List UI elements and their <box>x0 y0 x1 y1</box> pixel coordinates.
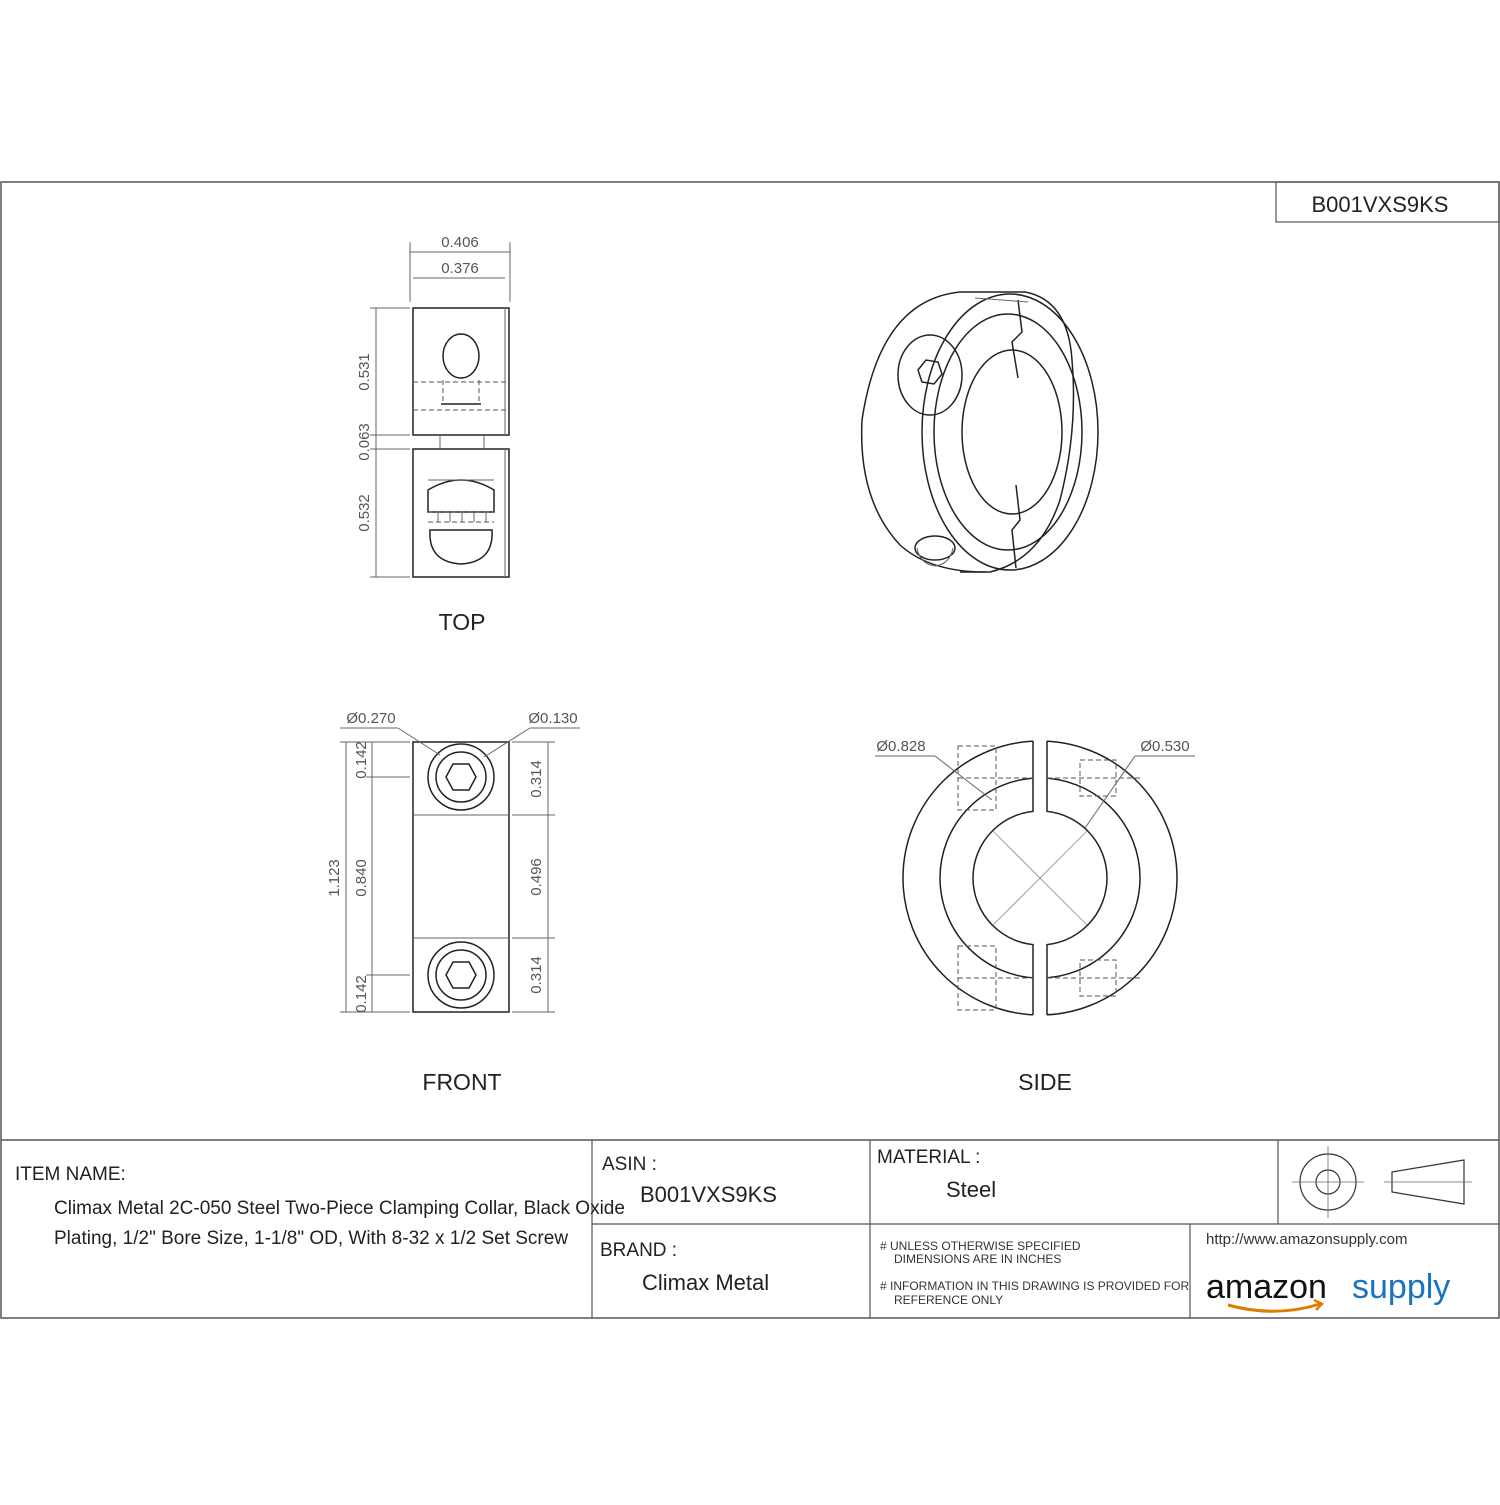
isometric-view <box>862 292 1098 572</box>
item-name-line1: Climax Metal 2C-050 Steel Two-Piece Clamping Collar, Black Oxide <box>54 1198 625 1219</box>
part-number-box <box>1276 182 1499 222</box>
dim-front-left-top: 0.142 <box>353 741 370 779</box>
title-block <box>1 1140 1499 1318</box>
dim-front-right-center: 0.496 <box>528 858 545 896</box>
material-label: MATERIAL : <box>877 1147 981 1168</box>
dim-front-cbore-dia: Ø0.270 <box>346 710 396 727</box>
top-view <box>356 234 510 635</box>
dim-front-right-bottom: 0.314 <box>528 956 545 994</box>
amazonsupply-logo <box>1206 1268 1450 1311</box>
dim-side-outer-dia: Ø0.828 <box>876 738 926 755</box>
part-number: B001VXS9KS <box>1311 192 1449 217</box>
company-url[interactable]: http://www.amazonsupply.com <box>1206 1231 1408 1248</box>
view-label-side: SIDE <box>1018 1069 1072 1095</box>
dim-top-upper-half: 0.531 <box>356 353 373 391</box>
logo-word-supply: supply <box>1352 1268 1451 1306</box>
note-1-line1: # UNLESS OTHERWISE SPECIFIED <box>880 1239 1081 1253</box>
dim-front-right-top: 0.314 <box>528 760 545 798</box>
note-2-line1: # INFORMATION IN THIS DRAWING IS PROVIDED FOR <box>880 1279 1190 1293</box>
logo-word-amazon: amazon <box>1206 1268 1327 1306</box>
view-label-top: TOP <box>438 609 486 635</box>
dim-front-center: 0.840 <box>353 859 370 897</box>
note-2-line2: REFERENCE ONLY <box>894 1293 1004 1307</box>
dim-top-width-inner: 0.376 <box>441 260 479 277</box>
drawing-frame <box>1 182 1499 1318</box>
dim-side-bore-dia: Ø0.530 <box>1140 738 1190 755</box>
dim-top-lower-half: 0.532 <box>356 494 373 532</box>
note-1-line2: DIMENSIONS ARE IN INCHES <box>894 1252 1062 1266</box>
dim-front-hole-dia: Ø0.130 <box>528 710 578 727</box>
brand-label: BRAND : <box>600 1240 678 1261</box>
dim-top-width-outer: 0.406 <box>441 234 479 251</box>
item-name-label: ITEM NAME: <box>15 1164 126 1185</box>
dim-top-gap: 0.063 <box>356 423 373 461</box>
asin-value: B001VXS9KS <box>640 1182 777 1207</box>
asin-label: ASIN : <box>602 1154 657 1175</box>
view-label-front: FRONT <box>422 1069 502 1095</box>
dim-front-overall: 1.123 <box>326 859 343 897</box>
brand-value: Climax Metal <box>642 1270 770 1295</box>
dim-front-left-bottom: 0.142 <box>353 975 370 1013</box>
material-value: Steel <box>946 1177 997 1202</box>
front-view <box>326 710 580 1095</box>
item-name-line2: Plating, 1/2" Bore Size, 1-1/8" OD, With 8-32 x 1/2 Set Screw <box>54 1228 569 1249</box>
third-angle-projection-icon <box>1292 1146 1472 1218</box>
side-view <box>875 738 1195 1095</box>
